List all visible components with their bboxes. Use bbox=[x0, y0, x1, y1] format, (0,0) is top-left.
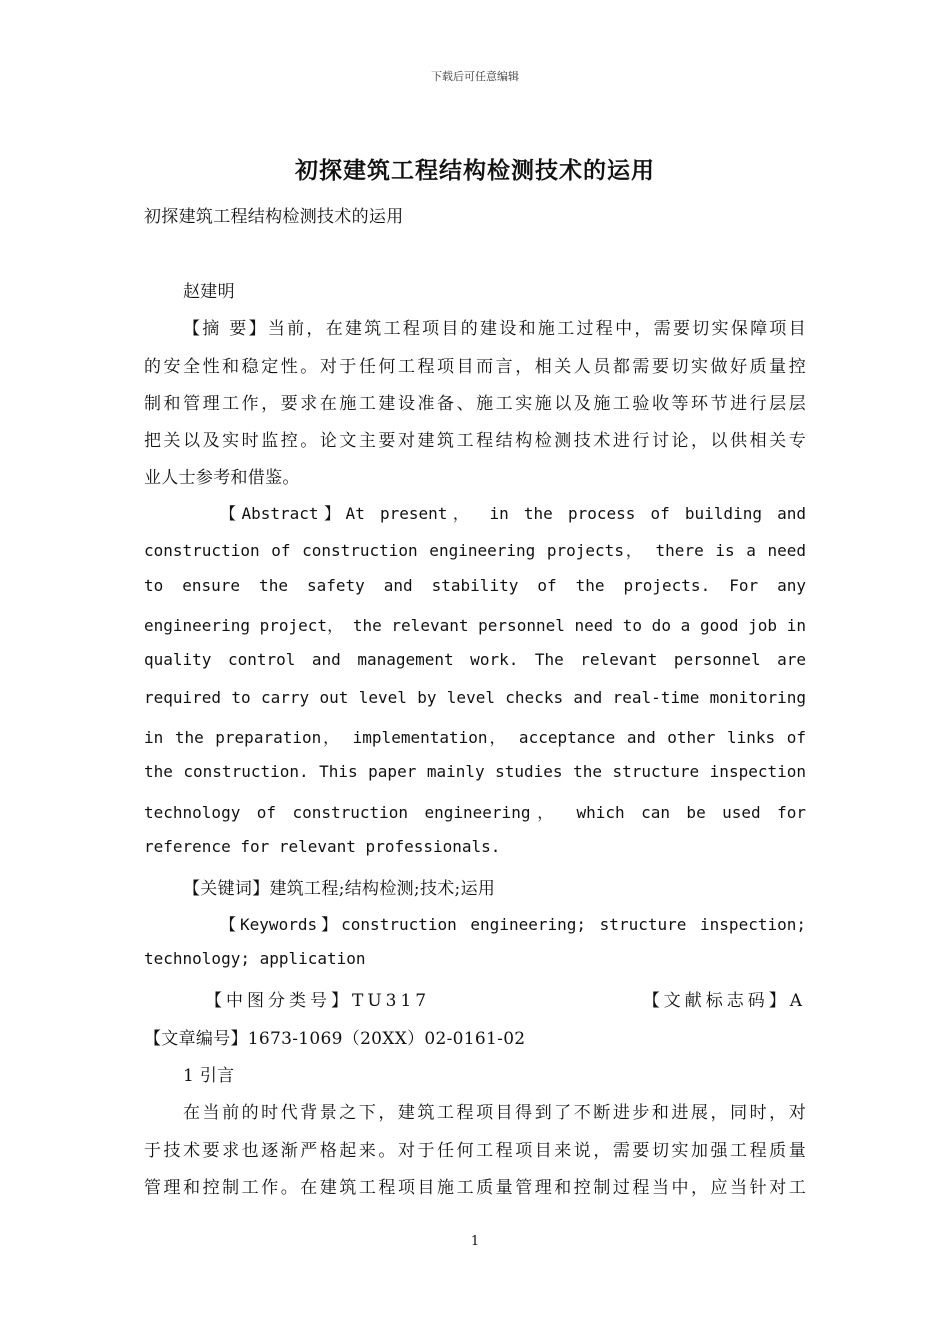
article-number: 【文章编号】1673-1069（20XX）02-0161-02 bbox=[144, 1029, 526, 1049]
classification-row bbox=[0, 986, 806, 1010]
abstract-zh-line: 业人士参考和借鉴。 bbox=[144, 468, 300, 488]
abstract-zh-line: 制和管理工作，要求在施工建设准备、施工实施以及施工验收等环节进行层层 bbox=[144, 394, 806, 414]
author-name: 赵建明 bbox=[183, 282, 235, 302]
abstract-en-line: engineering project， the relevant personnel need to do a good job in bbox=[144, 616, 806, 635]
abstract-en-line: technology of construction engineering， which can be used for bbox=[144, 803, 807, 822]
intro-line: 管理和控制工作。在建筑工程项目施工质量管理和控制过程当中，应当针对工 bbox=[144, 1178, 806, 1198]
document-title: 初探建筑工程结构检测技术的运用 bbox=[295, 157, 655, 184]
abstract-en-line: construction of construction engineering projects， there is a need bbox=[144, 541, 806, 560]
document-code: 【文献标志码】A bbox=[642, 991, 806, 1011]
abstract-en-line: required to carry out level by level checks and real-time monitoring bbox=[144, 688, 806, 707]
keywords-en-line: technology; application bbox=[144, 949, 366, 968]
page-number: 1 bbox=[470, 1234, 480, 1249]
abstract-en-line: to ensure the safety and stability of the projects. For any bbox=[144, 576, 806, 595]
abstract-en-line: 【Abstract】At present， in the process of building and bbox=[220, 504, 806, 523]
abstract-zh-line: 的安全性和稳定性。对于任何工程项目而言，相关人员都需要切实做好质量控 bbox=[144, 357, 806, 377]
header-note: 下载后可任意编辑 bbox=[431, 70, 519, 83]
document-subtitle: 初探建筑工程结构检测技术的运用 bbox=[144, 207, 404, 227]
section-heading: 1 引言 bbox=[183, 1066, 235, 1086]
abstract-zh-line: 把关以及实时监控。论文主要对建筑工程结构检测技术进行讨论，以供相关专 bbox=[144, 431, 806, 451]
abstract-en-line: in the preparation， implementation， acceptance and other links of bbox=[144, 728, 806, 747]
abstract-en-line: reference for relevant professionals. bbox=[144, 837, 501, 856]
intro-line: 在当前的时代背景之下，建筑工程项目得到了不断进步和进展，同时，对 bbox=[183, 1103, 806, 1123]
abstract-en-line: quality control and management work. The relevant personnel are bbox=[144, 650, 806, 669]
abstract-en-line: the construction. This paper mainly studies the structure inspection bbox=[144, 762, 806, 781]
intro-line: 于技术要求也逐渐严格起来。对于任何工程项目来说，需要切实加强工程质量 bbox=[144, 1141, 806, 1161]
keywords-en-line: 【Keywords】construction engineering; structure inspection; bbox=[220, 915, 806, 934]
abstract-zh-line: 【摘 要】当前，在建筑工程项目的建设和施工过程中，需要切实保障项目 bbox=[183, 319, 806, 339]
keywords-zh: 【关键词】建筑工程;结构检测;技术;运用 bbox=[183, 879, 496, 899]
clc-number: 【中图分类号】TU317 bbox=[205, 991, 431, 1011]
